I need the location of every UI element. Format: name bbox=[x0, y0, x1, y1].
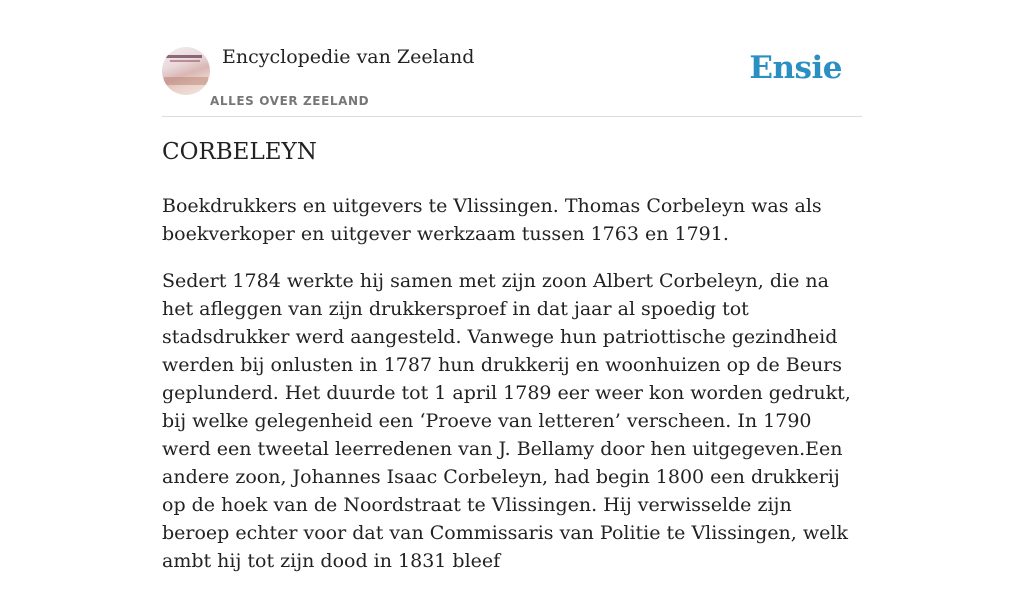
avatar-detail bbox=[166, 55, 202, 58]
article-paragraph: Sedert 1784 werkte hij samen met zijn zoon Albert Corbeleyn, die na het afleggen van zijn drukkersproef in dat jaar al spoedig tot stadsdrukker werd aangesteld. Vanwege hun patriottische gezindheid werden bij onlusten in 1787 hun drukkerij en woonhuizen op de Beurs geplunderd. Het duurde tot 1 april 1789 eer weer kon worden gedrukt, bij welke gelegenheid een ‘Proeve van letteren’ verscheen. In 1790 werd een tweetal leerredenen van J. Bellamy door hen uitgegeven.Een andere zoon, Johannes Isaac Corbeleyn, had begin 1800 een drukkerij op de hoek van de Noordstraat te Vlissingen. Hij verwisselde zijn beroep echter voor dat van Commissaris van Politie te Vlissingen, welk ambt hij tot zijn dood in 1831 bleef bbox=[162, 270, 851, 572]
brand-logo-link[interactable]: Ensie bbox=[749, 50, 842, 86]
article-paragraph: Boekdrukkers en uitgevers te Vlissingen. Thomas Corbeleyn was als boekverkoper en uitgever werkzaam tussen 1763 en 1791. bbox=[162, 195, 822, 245]
site-tagline: ALLES OVER ZEELAND bbox=[210, 94, 370, 108]
article-headword: CORBELEYN bbox=[162, 139, 317, 165]
site-title-link[interactable]: Encyclopedie van Zeeland bbox=[222, 46, 475, 68]
article-body bbox=[162, 192, 864, 594]
avatar-detail bbox=[164, 77, 208, 85]
site-header bbox=[162, 44, 862, 117]
avatar-detail bbox=[170, 60, 200, 62]
site-logo-avatar[interactable] bbox=[162, 47, 210, 95]
